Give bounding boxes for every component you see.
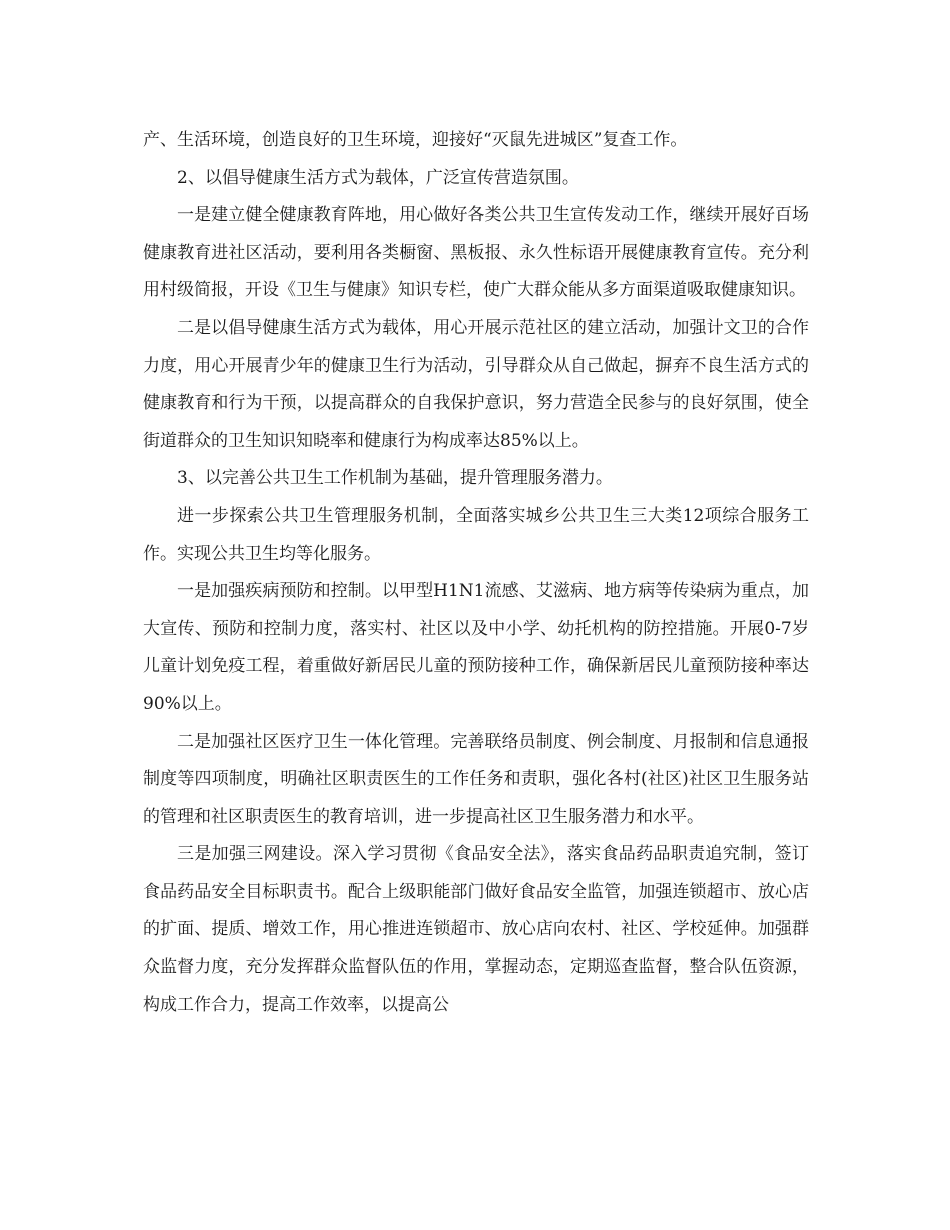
paragraph-6: 进一步探索公共卫生管理服务机制，全面落实城乡公共卫生三大类12项综合服务工作。实现公共卫生均等化服务。 — [143, 505, 809, 564]
paragraph-5-heading: 3、以完善公共卫生工作机制为基础，提升管理服务潜力。 — [177, 468, 613, 489]
document-page — [143, 122, 809, 1024]
paragraph-3: 一是建立健全健康教育阵地，用心做好各类公共卫生宣传发动工作，继续开展好百场健康教育进社区活动，要利用各类橱窗、黑板报、永久性标语开展健康教育宣传。充分利用村级简报，开设《卫生与健康》知识专栏，使广大群众能从多方面渠道吸取健康知识。 — [143, 205, 809, 301]
paragraph-2-heading: 2、以倡导健康生活方式为载体，广泛宣传营造氛围。 — [177, 167, 579, 188]
paragraph-7: 一是加强疾病预防和控制。以甲型H1N1流感、艾滋病、地方病等传染病为重点，加大宣传、预防和控制力度，落实村、社区以及中小学、幼托机构的防控措施。开展0-7岁儿童计划免疫工程，着重做好新居民儿童的预防接种工作，确保新居民儿童预防接种率达90%以上。 — [143, 581, 809, 714]
paragraph-9: 三是加强三网建设。深入学习贯彻《食品安全法》，落实食品药品职责追究制，签订食品药品安全目标职责书。配合上级职能部门做好食品安全监管，加强连锁超市、放心店的扩面、提质、增效工作，用心推进连锁超市、放心店向农村、社区、学校延伸。加强群众监督力度，充分发挥群众监督队伍的作用，掌握动态，定期巡查监督，整合队伍资源，构成工作合力，提高工作效率，以提高公 — [143, 844, 809, 1015]
paragraph-4: 二是以倡导健康生活方式为载体，用心开展示范社区的建立活动，加强计文卫的合作力度，用心开展青少年的健康卫生行为活动，引导群众从自己做起，摒弃不良生活方式的健康教育和行为干预，以提高群众的自我保护意识，努力营造全民参与的良好氛围，使全街道群众的卫生知识知晓率和健康行为构成率达85%以上。 — [143, 317, 809, 451]
paragraph-1: 产、生活环境，创造良好的卫生环境，迎接好“灭鼠先进城区”复查工作。 — [143, 130, 688, 150]
paragraph-8: 二是加强社区医疗卫生一体化管理。完善联络员制度、例会制度、月报制和信息通报制度等四项制度，明确社区职责医生的工作任务和责职，强化各村(社区)社区卫生服务站的管理和社区职责医生的教育培训，进一步提高社区卫生服务潜力和水平。 — [143, 731, 809, 827]
